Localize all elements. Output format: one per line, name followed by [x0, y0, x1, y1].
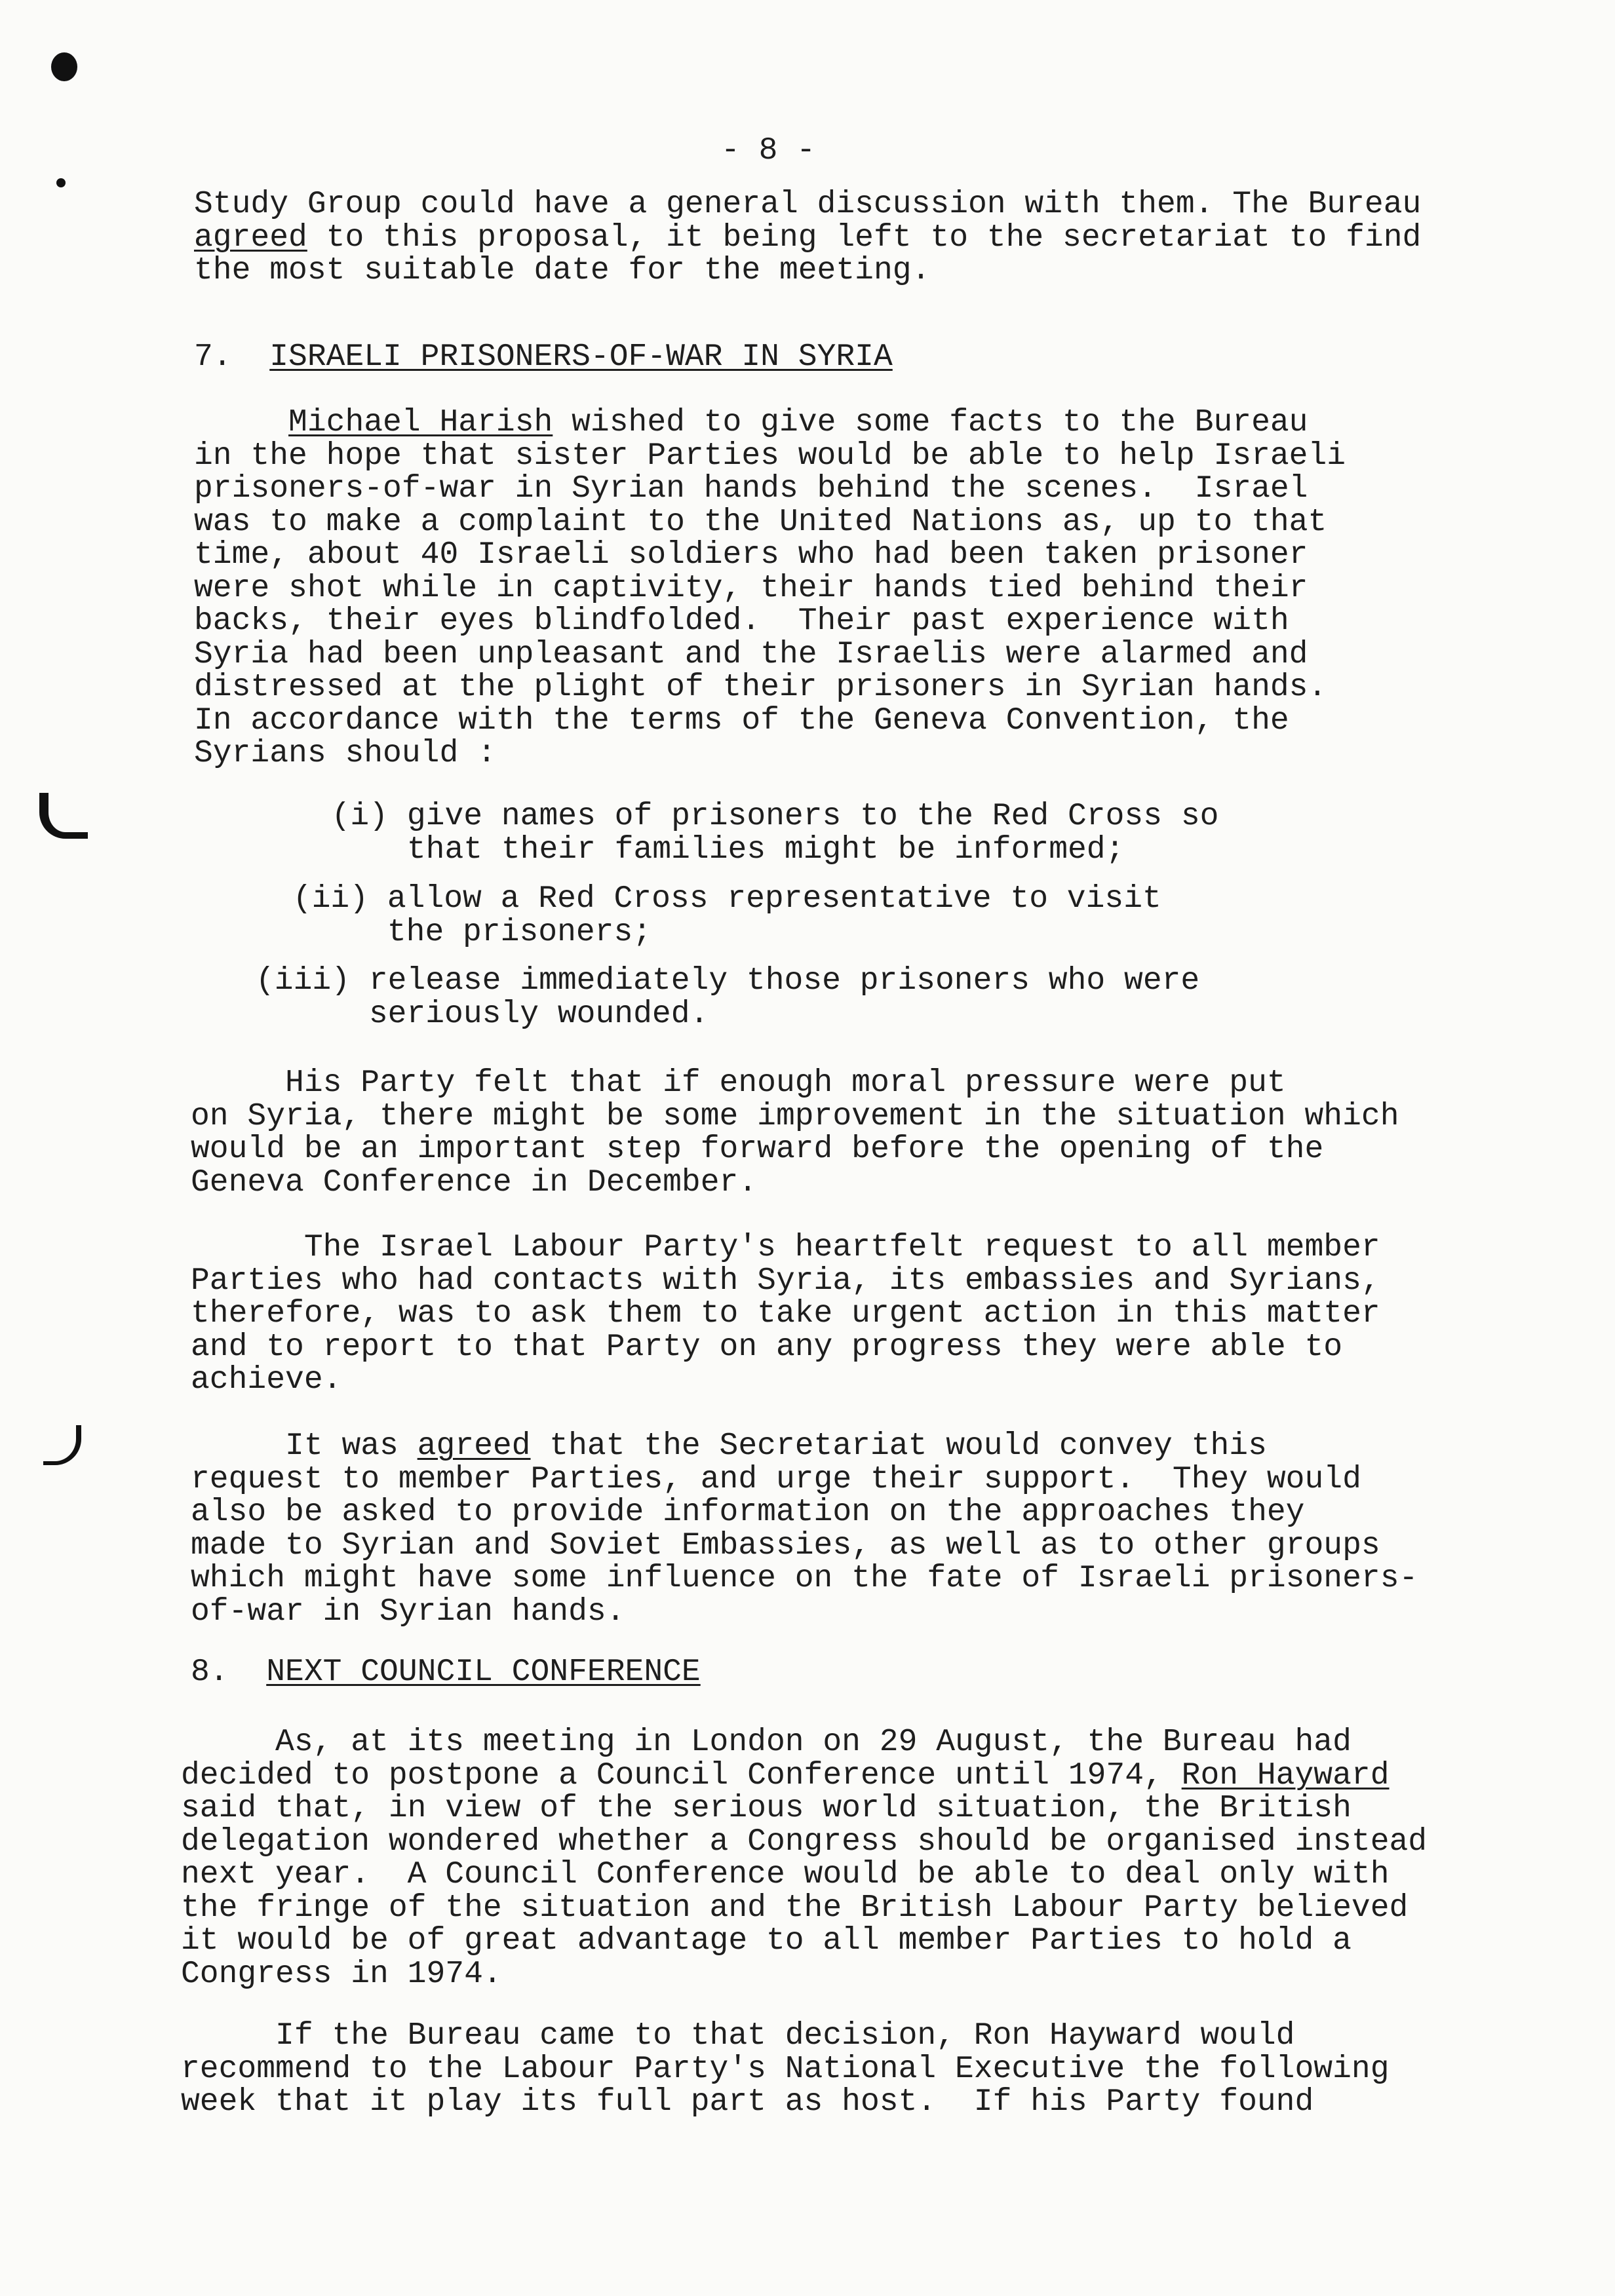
heading-8 [191, 1656, 701, 1689]
text-segment: would be an important step forward before the opening of the [191, 1132, 1324, 1167]
list-item-iii [256, 965, 1199, 1031]
text-line [194, 737, 1346, 771]
text-line [194, 440, 1346, 473]
margin-bracket-mark [39, 793, 88, 839]
text-line [194, 539, 1346, 572]
text-segment: Syria had been unpleasant and the Israelis were alarmed and [194, 636, 1308, 672]
text-line [194, 254, 1421, 288]
text-segment: His Party felt that if enough moral pressure were put [191, 1065, 1286, 1101]
text-line [191, 1562, 1418, 1596]
text-segment: If the Bureau came to that decision, Ron Hayward would [181, 2018, 1295, 2054]
text-line [191, 1166, 1399, 1200]
text-segment: and to report to that Party on any progress they were able to [191, 1329, 1343, 1365]
text-segment: prisoners-of-war in Syrian hands behind the scenes. Israel [194, 471, 1308, 507]
text-segment: time, about 40 Israeli soldiers who had been taken prisoner [194, 537, 1308, 573]
text-segment: the prisoners; [274, 914, 652, 950]
text-line [194, 605, 1346, 638]
text-line [191, 1133, 1399, 1166]
text-segment: seriously wounded. [256, 996, 709, 1032]
text-line [181, 1792, 1427, 1826]
text-line [191, 1596, 1418, 1629]
text-segment: request to member Parties, and urge their support. They would [191, 1461, 1361, 1497]
text-line [194, 472, 1346, 506]
text-line [194, 638, 1346, 672]
text-line [181, 2086, 1390, 2119]
text-segment: that their families might be informed; [294, 832, 1125, 868]
text-segment: (i) give names of prisoners to the Red Cross so [294, 799, 1219, 834]
text-line [181, 2053, 1390, 2086]
para-study-group [194, 188, 1421, 288]
text-segment: it would be of great advantage to all member Parties to hold a [181, 1923, 1352, 1959]
text-line [256, 998, 1199, 1031]
text-line [194, 341, 893, 374]
text-segment: was to make a complaint to the United Nations as, up to that [194, 504, 1327, 540]
heading-7 [194, 341, 893, 374]
underlined-text: agreed [194, 220, 307, 256]
text-line [294, 833, 1218, 867]
text-segment: also be asked to provide information on the approaches they [191, 1495, 1305, 1530]
text-line [194, 506, 1346, 539]
text-segment: (iii) release immediately those prisoners who were [256, 963, 1200, 999]
text-line [191, 1100, 1399, 1134]
text-segment: were shot while in captivity, their hands tied behind their [194, 570, 1308, 606]
text-segment: As, at its meeting in London on 29 August, the Bureau had [181, 1725, 1352, 1760]
text-segment: distressed at the plight of their prisoners in Syrian hands. [194, 670, 1327, 705]
text-segment: (ii) allow a Red Cross representative to visit [274, 881, 1161, 917]
text-line [191, 1496, 1418, 1529]
text-line [191, 1297, 1380, 1331]
punch-hole-dot [51, 52, 77, 81]
text-line [181, 2019, 1390, 2053]
para-israel-labour [191, 1231, 1380, 1397]
text-line [181, 1759, 1427, 1793]
text-segment: that the Secretariat would convey this [530, 1428, 1267, 1464]
text-segment: In accordance with the terms of the Geneva Convention, the [194, 702, 1289, 738]
text-line [191, 1463, 1418, 1497]
text-segment: Parties who had contacts with Syria, its embassies and Syrians, [191, 1263, 1380, 1299]
text-segment: in the hope that sister Parties would be able to help Israeli [194, 438, 1346, 474]
text-line [191, 1430, 1418, 1463]
text-segment: delegation wondered whether a Congress should be organised instead [181, 1824, 1428, 1860]
text-segment: 7. [194, 339, 270, 375]
text-line [181, 1892, 1427, 1925]
underlined-text: NEXT COUNCIL CONFERENCE [266, 1655, 701, 1690]
text-line [274, 883, 1161, 916]
text-line [181, 1924, 1427, 1958]
text-line [194, 221, 1421, 255]
para-his-party [191, 1067, 1399, 1199]
text-segment: which might have some influence on the fate of Israeli prisoners- [191, 1561, 1418, 1596]
text-line [191, 1231, 1380, 1265]
text-segment: The Israel Labour Party's heartfelt request to all member [191, 1230, 1380, 1265]
text-segment: the fringe of the situation and the British Labour Party believed [181, 1890, 1409, 1926]
underlined-text: agreed [417, 1428, 531, 1464]
text-segment [194, 405, 288, 440]
text-line [191, 1364, 1380, 1397]
text-segment: therefore, was to ask them to take urgent action in this matter [191, 1296, 1380, 1331]
para-if-the-bureau [181, 2019, 1390, 2119]
text-line [181, 1826, 1427, 1859]
underlined-text: ISRAELI PRISONERS-OF-WAR IN SYRIA [269, 339, 893, 375]
text-segment: wished to give some facts to the Bureau [553, 405, 1308, 440]
text-line [191, 1331, 1380, 1364]
text-line [181, 1726, 1427, 1759]
text-segment: Geneva Conference in December. [191, 1164, 758, 1200]
text-segment: achieve. [191, 1362, 342, 1398]
para-michael-harish [194, 406, 1346, 771]
text-segment: on Syria, there might be some improvement in the situation which [191, 1098, 1399, 1134]
margin-dot [56, 178, 66, 187]
text-segment: Syrians should : [194, 736, 496, 771]
text-segment: week that it play its full part as host. If his Party found [181, 2084, 1314, 2120]
text-segment: of-war in Syrian hands. [191, 1594, 625, 1630]
list-item-i [294, 800, 1218, 866]
text-line [256, 965, 1199, 998]
para-as-at-its-meeting [181, 1726, 1427, 1991]
text-line [194, 188, 1421, 221]
text-segment: It was [191, 1428, 418, 1464]
text-line [194, 406, 1346, 440]
text-segment: made to Syrian and Soviet Embassies, as well as to other groups [191, 1527, 1380, 1563]
margin-bracket-mark [43, 1425, 81, 1465]
text-line [191, 1265, 1380, 1298]
text-segment: said that, in view of the serious world situation, the British [181, 1791, 1352, 1826]
text-line [274, 916, 1161, 949]
text-line [194, 704, 1346, 738]
text-segment: backs, their eyes blindfolded. Their past experience with [194, 603, 1289, 639]
underlined-text: Michael Harish [288, 405, 553, 440]
text-segment: the most suitable date for the meeting. [194, 253, 931, 288]
text-segment: next year. A Council Conference would be able to deal only with [181, 1857, 1390, 1892]
text-line [191, 1656, 701, 1689]
page-number: - 8 - [721, 133, 816, 168]
underlined-text: Ron Hayward [1181, 1757, 1390, 1793]
text-segment: Study Group could have a general discussion with them. The Bureau [194, 187, 1422, 222]
text-segment: decided to postpone a Council Conference until 1974, [181, 1757, 1182, 1793]
text-line [181, 1958, 1427, 1991]
para-it-was-agreed [191, 1430, 1418, 1628]
text-line [294, 800, 1218, 833]
text-line [194, 671, 1346, 704]
list-item-ii [274, 883, 1161, 949]
text-line [194, 572, 1346, 605]
text-line [191, 1067, 1399, 1100]
text-segment: recommend to the Labour Party's National Executive the following [181, 2051, 1390, 2087]
text-segment: to this proposal, it being left to the secretariat to find [307, 220, 1422, 256]
text-line [191, 1529, 1418, 1563]
text-segment: Congress in 1974. [181, 1956, 502, 1992]
text-segment: 8. [191, 1655, 267, 1690]
text-line [181, 1858, 1427, 1892]
